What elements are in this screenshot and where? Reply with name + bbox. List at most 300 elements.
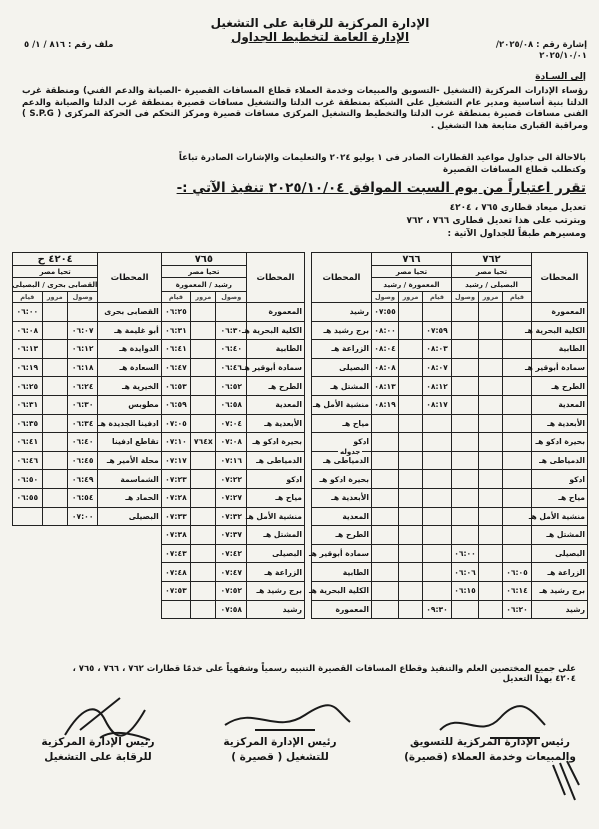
table-row: [312, 340, 588, 359]
table-row: [13, 395, 305, 414]
passing-time: [399, 321, 423, 340]
arrival-time: ٠٦:٠٥: [503, 563, 532, 582]
passing-time: [399, 488, 423, 507]
table-row: [312, 321, 588, 340]
departure-time: [372, 544, 399, 563]
reference-number: إشارة رقم : ٢٠٢٥/٠٨/: [495, 40, 587, 50]
station-name: ادكو: [247, 470, 305, 489]
departure-time: [372, 563, 399, 582]
departure-time: [161, 600, 191, 619]
train-number: ٧٦٥: [161, 253, 246, 266]
station-name: برج رشيد هـ: [532, 581, 588, 600]
reference-line-2: وكتطلب قطاع المسافات القصيرة: [442, 165, 586, 175]
station-name: البصيلى: [312, 358, 372, 377]
departure-time: [372, 526, 399, 545]
table-row: [312, 526, 588, 545]
passing-time: [479, 321, 503, 340]
departure-time: ٠٦:٤٧: [161, 358, 191, 377]
station-name: رشيد: [532, 600, 588, 619]
train-number: ٧٦٢: [452, 253, 532, 266]
departure-time: ٠٦:٥٠: [13, 470, 43, 489]
station-name: الدوايدة هـ: [98, 340, 161, 359]
passing-time: [42, 377, 67, 396]
table-row: [312, 488, 588, 507]
departure-time: ٠٨:١٣: [372, 377, 399, 396]
arrival-time: ٠٨:١٧: [423, 395, 452, 414]
table-row: [312, 563, 588, 582]
reference-paragraph: [70, 152, 586, 176]
modification-3: ومسيرهم طبقاً للجداول الآتية :: [447, 229, 586, 239]
passing-time: [479, 303, 503, 322]
train-route: المعمورة / رشيد: [372, 278, 452, 292]
table-row: [13, 488, 305, 507]
passing-time: [42, 358, 67, 377]
table-row: [312, 358, 588, 377]
arrival-time: ٠٦:٥٢: [216, 377, 247, 396]
passing-label: مرور: [399, 292, 423, 303]
table-row: [13, 507, 305, 526]
departure-time: ٠٧:٤٣: [161, 544, 191, 563]
passing-time: [479, 340, 503, 359]
station-name: ادكو: [312, 433, 372, 452]
station-name: الطرح هـ: [247, 377, 305, 396]
departure-time: [452, 358, 479, 377]
recipient-line: إلى السـادة: [535, 72, 586, 82]
departure-time: ٠٦:٠٠: [13, 303, 43, 322]
arrival-time: [423, 303, 452, 322]
departure-time: ٠٦:٠٨: [13, 321, 43, 340]
arrival-time: [216, 303, 247, 322]
arrival-time: [423, 581, 452, 600]
arrival-time: [503, 526, 532, 545]
signature-title: رئيس الإدارة المركزية: [223, 736, 337, 748]
arrival-time: ٠٦:١٢: [67, 340, 98, 359]
station-name: الكلية البحرية هـ: [247, 321, 305, 340]
departure-time: ٠٦:٠٦: [452, 563, 479, 582]
station-name: المشتل هـ: [532, 526, 588, 545]
departure-time: ٠٨:٠٠: [372, 321, 399, 340]
passing-time: [399, 507, 423, 526]
table-row: [13, 377, 305, 396]
arrival-time: [503, 340, 532, 359]
departure-time: [452, 395, 479, 414]
arrival-time: ٠٧:٠٠: [67, 507, 98, 526]
station-name: مياح هـ: [312, 414, 372, 433]
arrival-time: ٠٦:٣٠: [67, 395, 98, 414]
departure-time: [452, 377, 479, 396]
departure-time: [452, 321, 479, 340]
station-name: سمادة أبوقير هـ: [532, 358, 588, 377]
table-row: [312, 600, 588, 619]
train-number: ٤٢٠٤ ح: [13, 253, 98, 266]
passing-time: [191, 526, 216, 545]
passing-time: [399, 544, 423, 563]
station-name: المعمورة: [532, 303, 588, 322]
departure-time: ٠٧:٥٥: [372, 303, 399, 322]
arrival-label: وصول: [216, 292, 247, 303]
timetable-762-766: [308, 252, 588, 619]
passing-time: [191, 488, 216, 507]
arrival-time: [503, 433, 532, 452]
decision-heading: تقرر اعتباراً من يوم السبت الموافق ٢٠٢٥/١٠/٠٤ تنفيذ الآتي :-: [176, 180, 586, 196]
departure-time: [372, 470, 399, 489]
station-name: رشيد: [247, 600, 305, 619]
departure-time: [372, 507, 399, 526]
arrival-time: ٠٦:٥٤: [67, 488, 98, 507]
arrival-time: ٠٦:٣٤: [67, 414, 98, 433]
station-name: الطرح هـ: [532, 377, 588, 396]
table-row: [312, 470, 588, 489]
passing-time: [399, 526, 423, 545]
arrival-time: ٠٧:٣٧: [216, 526, 247, 545]
station-name: المعمورة: [312, 600, 372, 619]
station-name: المعمورة: [247, 303, 305, 322]
station-name: البصيلى: [532, 544, 588, 563]
reference-line-1: بالاحالة الى جداول مواعيد القطارات الصادر فى ١ يوليو ٢٠٢٤ والتعليمات والإشارات الصادرة تباعاً: [178, 153, 586, 163]
station-name: بحيرة ادكو هـ: [312, 470, 372, 489]
departure-time: ٠٦:٣٥: [13, 414, 43, 433]
arrival-time: ٠٦:٤٠: [216, 340, 247, 359]
departure-time: [372, 600, 399, 619]
departure-time: [452, 526, 479, 545]
arrival-time: ٠٧:٥٨: [216, 600, 247, 619]
table-row: [13, 303, 305, 322]
passing-time: [42, 414, 67, 433]
departure-time: [452, 433, 479, 452]
departure-time: ٠٧:٣٨: [161, 526, 191, 545]
departure-time: ٠٦:٣١: [161, 321, 191, 340]
table-row: [312, 395, 588, 414]
passing-time: [479, 488, 503, 507]
station-name: أبو غليمة هـ: [98, 321, 161, 340]
arrival-time: [423, 544, 452, 563]
departure-time: ٠٧:١٧: [161, 451, 191, 470]
stations-header: المحطات: [312, 253, 372, 303]
arrival-time: [503, 488, 532, 507]
departure-time: [452, 451, 479, 470]
handwritten-signature-left: [50, 690, 160, 750]
passing-time: [479, 414, 503, 433]
arrival-time: ٠٩:٣٠: [423, 600, 452, 619]
station-name: الخيرية هـ: [98, 377, 161, 396]
departure-time: ٠٨:٠٤: [372, 340, 399, 359]
passing-time: [399, 470, 423, 489]
departure-label: قيام: [161, 292, 191, 303]
station-name: برج رشيد هـ: [312, 321, 372, 340]
arrival-time: [423, 433, 452, 452]
passing-time: [191, 358, 216, 377]
arrival-time: ٠٦:٢٠: [503, 600, 532, 619]
arrival-time: [503, 414, 532, 433]
station-name: الدمياطى هـ: [532, 451, 588, 470]
table-row: [13, 414, 305, 433]
station-name: مياح هـ: [532, 488, 588, 507]
station-name: الشماسمة: [98, 470, 161, 489]
station-name: الزراعة هـ: [312, 340, 372, 359]
station-name: سمادة أبوقير هـ: [247, 358, 305, 377]
passing-time: [191, 470, 216, 489]
arrival-time: [67, 303, 98, 322]
departure-time: ٠٦:١٩: [13, 358, 43, 377]
table-row: [312, 303, 588, 322]
departure-time: ٠٦:٤٦: [13, 451, 43, 470]
passing-time: [399, 581, 423, 600]
table-row: [13, 433, 305, 452]
station-name: الأبعدية هـ: [247, 414, 305, 433]
station-name: السعادة هـ: [98, 358, 161, 377]
station-name: منشية الأمل هـ: [247, 507, 305, 526]
arrival-time: ٠٧:٢٧: [216, 488, 247, 507]
arrival-time: ٠٦:١٨: [67, 358, 98, 377]
station-name: الكلية البحرية هـ: [532, 321, 588, 340]
station-name: سمادة أبوقير هـ: [312, 544, 372, 563]
station-name: مياح هـ: [247, 488, 305, 507]
station-name: الكلية البحرية هـ: [312, 581, 372, 600]
passing-time: [191, 377, 216, 396]
passing-time: [191, 544, 216, 563]
station-name: الأبعدية هـ: [312, 488, 372, 507]
table-row: [13, 470, 305, 489]
arrival-time: ٠٧:٠٤: [216, 414, 247, 433]
arrival-time: ٠٦:١٤: [503, 581, 532, 600]
reference-block: [455, 40, 587, 62]
passing-time: [399, 340, 423, 359]
arrival-time: ٠٦:٤٦: [216, 358, 247, 377]
departure-time: ٠٧:٠٥: [161, 414, 191, 433]
departure-time: ٠٧:١٠: [161, 433, 191, 452]
handwritten-signature-right: [430, 700, 550, 745]
arrival-time: [503, 544, 532, 563]
passing-time: [191, 340, 216, 359]
departure-time: [372, 433, 399, 452]
passing-time: [191, 414, 216, 433]
arrival-time: [423, 488, 452, 507]
operator-label: تحيا مصر: [13, 266, 98, 278]
station-name: المعدية: [312, 507, 372, 526]
station-name: البصيلى: [98, 507, 161, 526]
departure-time: [452, 600, 479, 619]
passing-time: [479, 451, 503, 470]
table-row: [13, 526, 305, 545]
passing-time: [191, 581, 216, 600]
passing-time: ٧٦٤x: [191, 433, 216, 452]
signature-subtitle: والمبيعات وخدمة العملاء (قصيرة): [404, 751, 576, 763]
station-name: الطرح هـ: [312, 526, 372, 545]
station-name: منشية الأمل هـ: [532, 507, 588, 526]
station-name: تقاطع ادفينا: [98, 433, 161, 452]
table-row: [13, 321, 305, 340]
passing-time: [479, 600, 503, 619]
table-row: [312, 581, 588, 600]
passing-label: مرور: [479, 292, 503, 303]
stations-header: المحطات: [98, 253, 161, 303]
departure-time: ٠٦:١٣: [13, 340, 43, 359]
arrival-time: ٠٧:٤٧: [216, 563, 247, 582]
signature-subtitle: للرقابة على التشغيل: [44, 751, 152, 763]
table-row: [13, 358, 305, 377]
passing-time: [399, 358, 423, 377]
departure-time: ٠٨:٠٨: [372, 358, 399, 377]
station-name: المعدية: [532, 395, 588, 414]
station-name: الزراعة هـ: [247, 563, 305, 582]
station-name: ادكو: [532, 470, 588, 489]
operator-label: تحيا مصر: [161, 266, 246, 278]
passing-time: [191, 507, 216, 526]
passing-time: [399, 563, 423, 582]
station-name: الدمياطى هـ: [312, 451, 372, 470]
passing-time: [479, 470, 503, 489]
station-name: الطابية: [532, 340, 588, 359]
train-route: رشيد / المعمورة: [161, 278, 246, 292]
intro-paragraph: رؤساء الإدارات المركزية (التشغيل -التسويق والمبيعات وخدمة العملاء قطاع المسافات القصيرة -الصيانة والدعم الفني) ومنطقة غرب الدلتا بنية أساسية ومدير عام التشغيل على الشبكة بمنطقة غرب الدلتا والتشغيل مسافات قصيرة بمنطقة غرب الدلتا والصيانة والدعم الفنى مسافات قصيرة بمنطقة غرب الدلتا والتخطيط والتشغيل المركزى مسافات قصيرة ومركز التحكم فى الحركة المركزى ( S.P.G ) ومراقبة القبارى متابعة هذا التشغيل .: [22, 86, 588, 131]
station-name: رشيد: [312, 303, 372, 322]
table-row: [312, 507, 588, 526]
arrival-time: ٠٧:٣٢: [216, 507, 247, 526]
station-name: الطابية: [247, 340, 305, 359]
train-route: البصيلى / رشيد: [452, 278, 532, 292]
departure-time: ٠٧:٥٣: [161, 581, 191, 600]
departure-time: [452, 303, 479, 322]
departure-time: [372, 451, 399, 470]
arrival-time: ٠٦:٤٠: [67, 433, 98, 452]
passing-time: [42, 395, 67, 414]
departure-time: [452, 507, 479, 526]
passing-time: [42, 488, 67, 507]
passing-time: [479, 563, 503, 582]
departure-time: ٠٧:٢٣: [161, 470, 191, 489]
passing-time: [42, 433, 67, 452]
station-name: محلة الأمير هـ: [98, 451, 161, 470]
empty-block: [13, 526, 162, 619]
station-name: القصابى بحرى: [98, 303, 161, 322]
file-number: ملف رقم : ٨١٦ / ١/ ٥: [24, 40, 114, 50]
passing-time: [399, 377, 423, 396]
passing-time: [479, 395, 503, 414]
passing-time: [479, 581, 503, 600]
org-line-1: الإدارة المركزية للرقابة على التشغيل: [210, 16, 430, 30]
passing-time: [191, 451, 216, 470]
departure-time: ٠٦:٢٥: [161, 303, 191, 322]
station-name: الأبعدية هـ: [532, 414, 588, 433]
station-name: الحماد هـ: [98, 488, 161, 507]
arrival-time: [423, 451, 452, 470]
departure-time: [372, 488, 399, 507]
table-row: [13, 451, 305, 470]
departure-time: ٠٧:٤٨: [161, 563, 191, 582]
arrival-time: ٠٧:٤٢: [216, 544, 247, 563]
timetable-765-4204: [12, 252, 305, 619]
table-row: [13, 340, 305, 359]
arrival-time: ٠٧:٢٢: [216, 470, 247, 489]
arrival-time: [503, 470, 532, 489]
arrival-time: [503, 377, 532, 396]
modification-1: تعديل ميعاد قطارى ٧٦٥ ، ٤٢٠٤: [449, 203, 586, 213]
arrival-time: ٠٦:٠٧: [67, 321, 98, 340]
station-name: ادفينا الجديدة هـ: [98, 414, 161, 433]
departure-time: [372, 581, 399, 600]
stations-header: المحطات: [247, 253, 305, 303]
departure-label: قيام: [423, 292, 452, 303]
signature-subtitle: للتشغيل ( قصيرة ): [231, 751, 329, 763]
station-name: منشية الأمل هـ: [312, 395, 372, 414]
passing-time: [42, 321, 67, 340]
train-number: ٧٦٦: [372, 253, 452, 266]
passing-time: [399, 451, 423, 470]
table-note: جدوله: [340, 448, 361, 456]
departure-time: ٠٦:٥٣: [161, 377, 191, 396]
departure-time: ٠٦:٥٩: [161, 395, 191, 414]
departure-time: ٠٦:٤١: [13, 433, 43, 452]
departure-time: [13, 507, 43, 526]
departure-time: [452, 414, 479, 433]
passing-time: [399, 395, 423, 414]
passing-time: [42, 507, 67, 526]
passing-time: [42, 303, 67, 322]
departure-time: ٠٦:٣١: [13, 395, 43, 414]
passing-time: [191, 563, 216, 582]
signature-title: رئيس الإدارة المركزية: [41, 736, 155, 748]
station-name: المشتل هـ: [312, 377, 372, 396]
passing-time: [191, 600, 216, 619]
operator-label: تحيا مصر: [372, 266, 452, 278]
arrival-time: [423, 470, 452, 489]
handwritten-signature-middle: [215, 700, 355, 740]
departure-label: قيام: [13, 292, 43, 303]
arrival-time: ٠٨:٠٣: [423, 340, 452, 359]
passing-time: [191, 395, 216, 414]
arrival-time: ٠٨:٠٧: [423, 358, 452, 377]
passing-time: [479, 544, 503, 563]
document-header: [170, 16, 470, 44]
modification-2: ويترتب على هذا تعديل قطارى ٧٦٦ ، ٧٦٢: [406, 216, 586, 226]
station-name: البصيلى: [247, 544, 305, 563]
passing-time: [479, 433, 503, 452]
departure-time: [452, 340, 479, 359]
station-name: الطابية: [312, 563, 372, 582]
departure-time: ٠٨:١٩: [372, 395, 399, 414]
station-name: الدمياطى هـ: [247, 451, 305, 470]
arrival-time: [423, 507, 452, 526]
arrival-time: [503, 395, 532, 414]
arrival-time: [423, 414, 452, 433]
passing-time: [42, 451, 67, 470]
station-name: مطوبس: [98, 395, 161, 414]
train-route: القصابى بحرى / البصيلى: [13, 278, 98, 292]
departure-time: [452, 470, 479, 489]
passing-time: [479, 358, 503, 377]
arrival-time: ٠٦:٢٤: [67, 377, 98, 396]
reference-date: ٢٠٢٥/١٠/٠١: [539, 51, 587, 61]
passing-time: [399, 600, 423, 619]
arrival-time: ٠٨:١٢: [423, 377, 452, 396]
arrival-time: ٠٧:٠٨: [216, 433, 247, 452]
operator-label: تحيا مصر: [452, 266, 532, 278]
departure-time: ٠٧:٢٨: [161, 488, 191, 507]
arrival-time: [423, 563, 452, 582]
passing-label: مرور: [191, 292, 216, 303]
passing-label: مرور: [42, 292, 67, 303]
passing-time: [479, 377, 503, 396]
station-name: بحيرة ادكو هـ: [532, 433, 588, 452]
departure-time: [452, 488, 479, 507]
departure-time: [372, 414, 399, 433]
arrival-label: وصول: [452, 292, 479, 303]
signature-title: رئيس الإدارة المركزية للتسويق: [410, 736, 570, 748]
arrival-time: ٠٦:٣٠: [216, 321, 247, 340]
passing-time: [42, 470, 67, 489]
arrival-label: وصول: [67, 292, 98, 303]
arrival-time: [423, 526, 452, 545]
